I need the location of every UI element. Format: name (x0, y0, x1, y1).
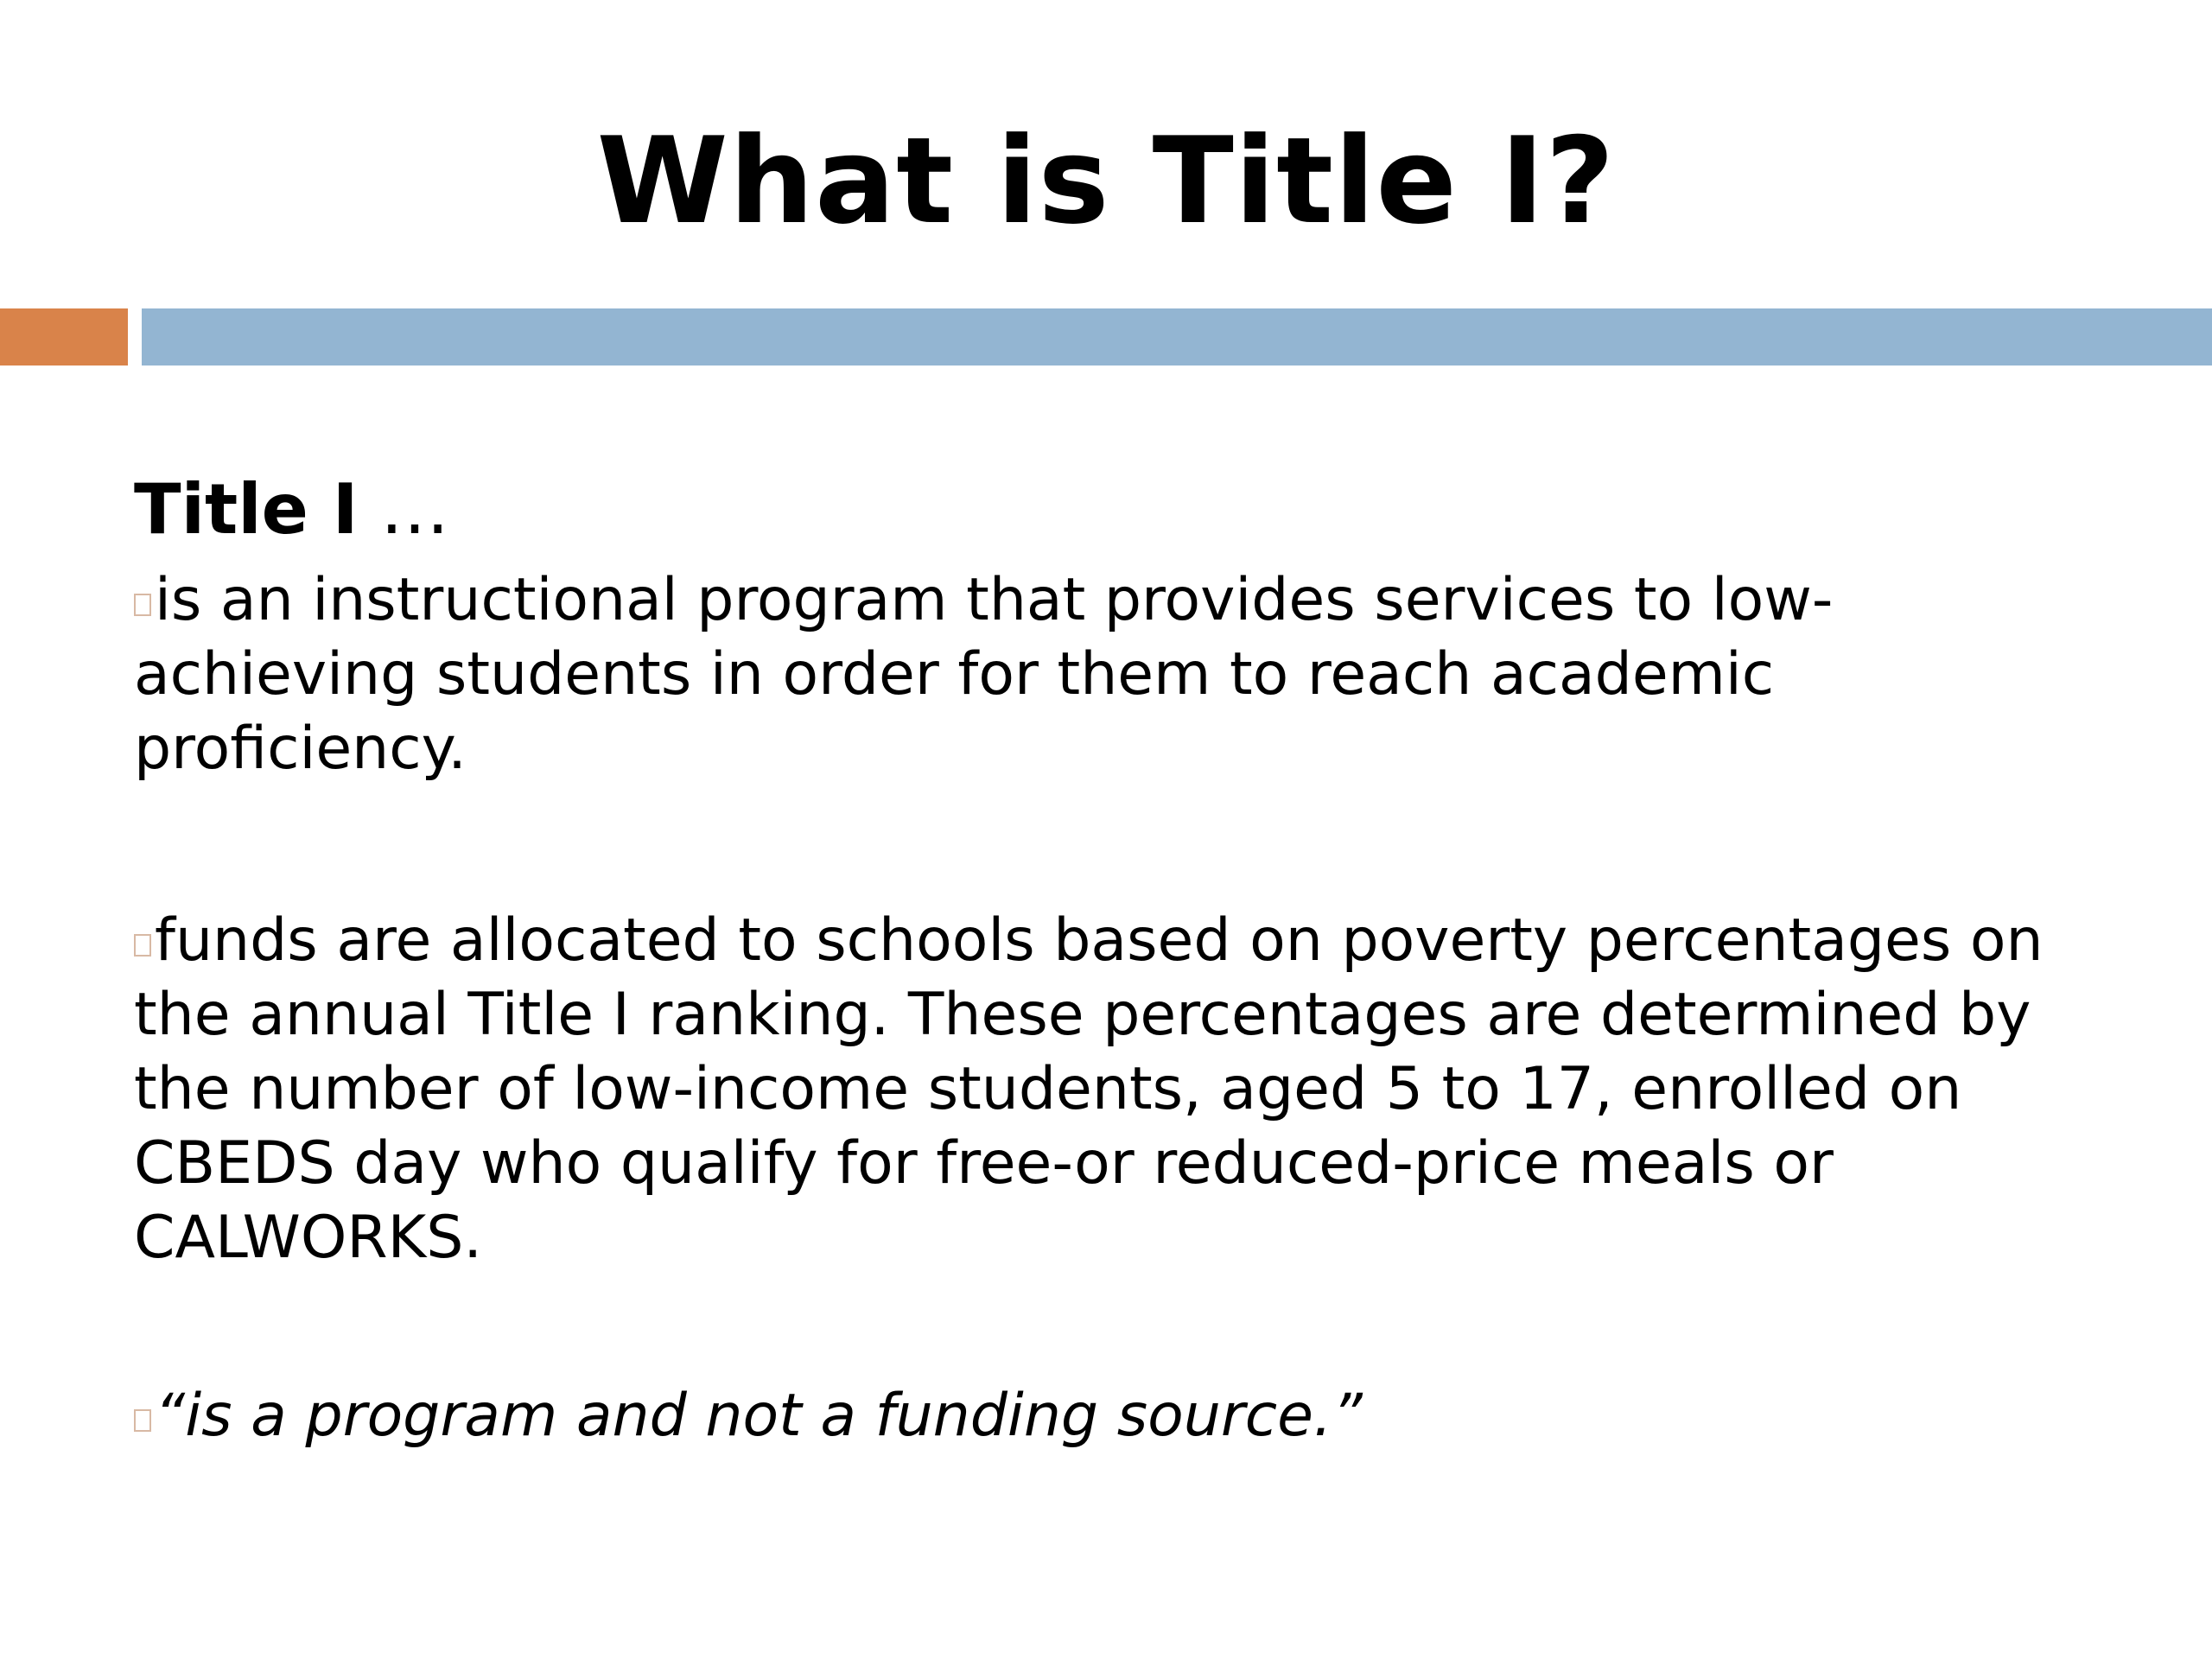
bullet-item-1 (134, 563, 2087, 786)
spacer (134, 786, 2087, 904)
bullet-text-3: “is a program and not a funding source.” (155, 1382, 1363, 1450)
body-heading-strong: Title I (134, 469, 359, 550)
bullet-icon (134, 1409, 151, 1432)
bullet-icon (134, 594, 151, 616)
bullet-text-2: funds are allocated to schools based on poverty percentages on the annual Title I ranking. These percentages are determined by the number of low-income students, aged 5 to 17, enrolled on CBEDS day who qualify for free-or reduced-price meals or CALWORKS. (134, 906, 2044, 1272)
bullet-item-2 (134, 904, 2087, 1275)
bullet-icon (134, 934, 151, 957)
accent-bar (0, 308, 128, 365)
bullet-item-3 (134, 1379, 2087, 1453)
slide-title: What is Title I? (596, 111, 1616, 251)
body-heading-ellipsis: … (358, 469, 449, 550)
body-heading (134, 467, 2087, 553)
spacer (134, 1275, 2087, 1379)
slide-body (134, 467, 2087, 1453)
title-divider-bar (142, 308, 2212, 365)
bullet-text-1: is an instructional program that provides services to low-achieving students in order for them to reach academic proficiency. (134, 566, 1834, 783)
